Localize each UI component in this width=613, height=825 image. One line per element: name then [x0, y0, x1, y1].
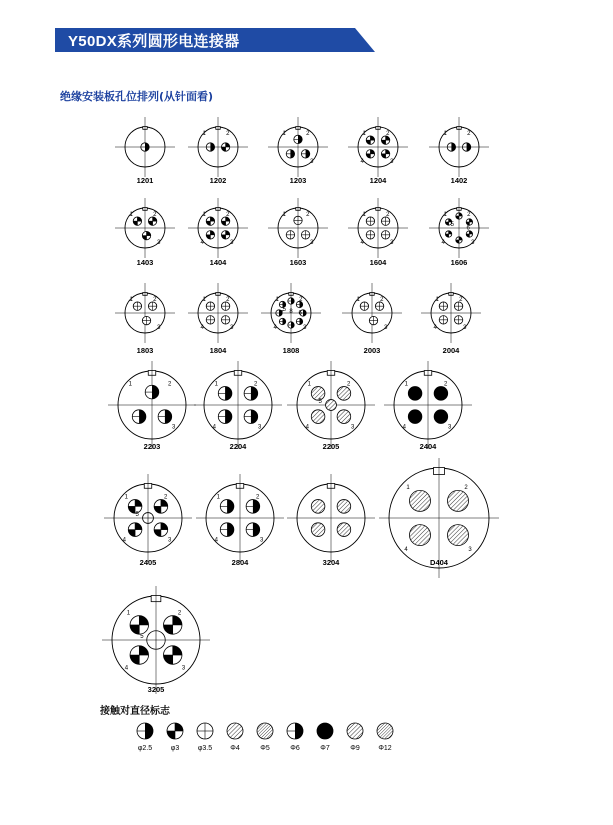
- layout-2003: [342, 283, 402, 355]
- pin-1: [294, 135, 302, 143]
- layout-1204: [348, 117, 408, 185]
- pin-4: [296, 318, 302, 324]
- legend-symbol: [137, 723, 153, 739]
- pin-label: 4: [124, 665, 129, 672]
- pin-2: [154, 500, 168, 514]
- pin-1: [311, 500, 325, 514]
- diameter-legend: [137, 723, 393, 752]
- pin-3: [220, 523, 234, 537]
- legend-symbol: [317, 723, 333, 739]
- pin-label: 1: [362, 131, 366, 138]
- pin-label: 3: [463, 324, 467, 331]
- layout-1203: [268, 117, 328, 185]
- pin-label: 1: [443, 131, 447, 138]
- page-title: Y50DX系列圆形电连接器: [68, 33, 240, 50]
- pin-label: 4: [433, 324, 437, 331]
- pin-3: [311, 410, 325, 424]
- pin-label: 2: [226, 297, 230, 304]
- pin-2: [148, 217, 156, 225]
- pin-label: 2: [164, 494, 168, 501]
- pin-2: [221, 217, 229, 225]
- legend-label: Φ4: [230, 745, 240, 752]
- pin-3: [128, 523, 142, 537]
- legend-symbol: [197, 723, 213, 739]
- layout-3204: [287, 474, 375, 567]
- pin-4: [221, 231, 229, 239]
- pin-3: [439, 316, 447, 324]
- pin-label: 5: [318, 399, 322, 405]
- layout-code: 1201: [136, 176, 154, 185]
- legend-label: φ2.5: [137, 745, 153, 752]
- pin-label: 4: [441, 239, 445, 246]
- layout-1402: [429, 117, 489, 185]
- pin-label: 2: [153, 297, 157, 304]
- pin-label: 5: [140, 634, 144, 640]
- layout-1603: [268, 198, 328, 267]
- layout-code: 1202: [209, 176, 227, 185]
- layout-1604: [348, 198, 408, 267]
- pin-1: [294, 216, 302, 224]
- pin-1: [456, 213, 462, 219]
- layout-3205: [102, 586, 210, 694]
- legend-label: Φ12: [378, 745, 392, 752]
- pin-label: 2: [256, 494, 260, 501]
- legend-label: φ3.5: [197, 745, 213, 752]
- pin-2: [163, 616, 181, 634]
- pin-1: [366, 217, 374, 225]
- legend-symbol: [287, 723, 303, 739]
- pin-1: [220, 500, 234, 514]
- layout-code: 1403: [136, 258, 154, 267]
- pin-3: [218, 410, 232, 424]
- pin-label: 1: [124, 494, 128, 501]
- pin-3: [142, 316, 150, 324]
- pin-1: [410, 490, 431, 511]
- pin-4: [434, 410, 448, 424]
- layout-1404: [188, 198, 248, 267]
- layout-1606: [429, 198, 489, 267]
- pin-3: [366, 231, 374, 239]
- pin-label: 1: [129, 212, 133, 219]
- layout-code: 1803: [136, 346, 154, 355]
- layout-code: 1402: [450, 176, 468, 185]
- pin-label: 2: [444, 381, 448, 388]
- pin-label: 3: [390, 158, 394, 165]
- layout-code: 3204: [322, 558, 340, 567]
- legend-label: Φ5: [260, 745, 270, 752]
- pin-label: 3: [448, 424, 452, 431]
- legend-label: φ3: [170, 745, 180, 752]
- pin-label: 1: [202, 297, 206, 304]
- layout-code: 2203: [143, 442, 161, 451]
- pin-label: 3: [310, 239, 314, 246]
- pin-label: 3: [230, 324, 234, 331]
- pin-label: 3: [172, 424, 176, 431]
- pin-3: [206, 316, 214, 324]
- pin-label: 3: [168, 537, 172, 544]
- legend-symbol: [227, 723, 243, 739]
- pin-1: [206, 143, 214, 151]
- pin-label: 5: [282, 307, 286, 313]
- layout-D404: [379, 458, 499, 578]
- pin-5: [288, 322, 294, 328]
- pin-label: 8: [289, 309, 293, 315]
- pin-4: [154, 523, 168, 537]
- pin-1: [133, 302, 141, 310]
- pin-label: 2: [459, 297, 463, 304]
- pin-4: [337, 410, 351, 424]
- pin-4: [454, 316, 462, 324]
- pin-2: [337, 387, 351, 401]
- pin-4: [221, 316, 229, 324]
- pin-6: [279, 318, 285, 324]
- pin-label: 2: [226, 212, 230, 219]
- pin-4: [381, 231, 389, 239]
- pin-label: 1: [362, 212, 366, 219]
- layout-2205: [287, 361, 375, 451]
- pin-label: 2: [380, 297, 384, 304]
- pin-2: [454, 302, 462, 310]
- pin-label: 2: [306, 131, 310, 138]
- pin-label: 1: [126, 610, 131, 617]
- pin-label: 1: [406, 485, 410, 491]
- pin-3: [311, 523, 325, 537]
- pin-label: 3: [157, 324, 161, 331]
- pin-label: 3: [351, 424, 355, 431]
- pin-label: 4: [402, 424, 406, 431]
- pin-label: 7: [280, 310, 284, 317]
- pin-label: 2: [168, 381, 172, 388]
- pin-4: [448, 525, 469, 546]
- layout-code: 2205: [322, 442, 340, 451]
- layout-code: 1603: [289, 258, 307, 267]
- pin-label: 3: [471, 239, 475, 246]
- pin-2: [246, 500, 260, 514]
- layout-2004: [421, 283, 481, 355]
- pin-label: 1: [202, 131, 206, 138]
- layout-2804: [196, 474, 284, 567]
- pin-4: [246, 523, 260, 537]
- pin-label: 1: [216, 494, 220, 501]
- pin-label: 6: [466, 225, 470, 232]
- pin-label: 2: [347, 381, 351, 388]
- layout-1202: [188, 117, 248, 185]
- pin-3: [410, 525, 431, 546]
- pin-label: 1: [282, 131, 286, 138]
- pin-label: 3: [181, 665, 186, 672]
- layout-2204: [194, 361, 282, 451]
- pin-4: [163, 646, 181, 664]
- pin-label: 3: [310, 158, 314, 165]
- pin-3: [130, 646, 148, 664]
- pin-2: [466, 219, 472, 225]
- pin-label: 3: [258, 424, 262, 431]
- layout-1808: [261, 283, 321, 355]
- pin-3: [466, 231, 472, 237]
- pin-2: [221, 302, 229, 310]
- pin-label: 3: [384, 324, 388, 331]
- pin-3: [206, 231, 214, 239]
- pin-label: 2: [467, 212, 471, 219]
- layout-code: 2404: [419, 442, 437, 451]
- pin-label: 1: [202, 212, 206, 219]
- legend-title: 接触对直径标志: [100, 706, 170, 717]
- pin-1: [288, 298, 294, 304]
- pin-1: [218, 387, 232, 401]
- layout-code: 1808: [282, 346, 300, 355]
- layout-1803: [115, 283, 175, 355]
- pin-1: [145, 385, 159, 399]
- pin-label: 3: [303, 324, 307, 331]
- pin-3: [301, 231, 309, 239]
- layout-code: 1204: [369, 176, 387, 185]
- layout-code: D404: [430, 558, 448, 567]
- layout-1201: [115, 117, 175, 185]
- layout-1403: [115, 198, 175, 267]
- pin-label: 4: [404, 547, 408, 553]
- pin-label: 2: [226, 131, 230, 138]
- layout-code: 3205: [147, 685, 165, 694]
- pin-label: 6: [298, 310, 302, 317]
- pin-5: [445, 231, 451, 237]
- layout-1804: [188, 283, 248, 355]
- pin-label: 1: [128, 381, 132, 388]
- pin-4: [456, 237, 462, 243]
- pin-label: 3: [230, 239, 234, 246]
- pin-1: [447, 143, 455, 151]
- pin-label: 2: [153, 212, 157, 219]
- pin-label: 1: [443, 212, 447, 219]
- pin-3: [158, 410, 172, 424]
- legend-label: Φ9: [350, 745, 360, 752]
- pin-4: [337, 523, 351, 537]
- pin-2: [434, 387, 448, 401]
- legend-label: Φ7: [320, 745, 330, 752]
- pin-label: 1: [275, 297, 279, 304]
- pin-label: 1: [307, 381, 311, 388]
- layout-code: 1203: [289, 176, 307, 185]
- pin-4: [381, 150, 389, 158]
- layout-2203: [108, 361, 196, 451]
- pin-2: [244, 387, 258, 401]
- layout-code: 1606: [450, 258, 468, 267]
- pin-1: [130, 616, 148, 634]
- pin-label: 1: [356, 297, 360, 304]
- pin-label: 3: [157, 239, 161, 246]
- pin-2: [375, 302, 383, 310]
- pin-2: [286, 231, 294, 239]
- pin-label: 4: [360, 239, 364, 246]
- pin-3: [142, 231, 150, 239]
- legend-symbol: [257, 723, 273, 739]
- pin-label: 2: [306, 212, 310, 219]
- pin-2: [337, 500, 351, 514]
- pin-label: 4: [273, 324, 277, 331]
- pin-4: [244, 410, 258, 424]
- legend-symbol: [347, 723, 363, 739]
- pin-1: [133, 217, 141, 225]
- pin-label: 4: [122, 537, 126, 544]
- pin-label: 1: [129, 297, 133, 304]
- legend-symbol: [377, 723, 393, 739]
- pin-5: [326, 400, 337, 411]
- pin-3: [369, 316, 377, 324]
- pin-label: 3: [468, 547, 472, 553]
- pin-5: [147, 631, 165, 649]
- pin-label: 2: [467, 131, 471, 138]
- layout-2404: [384, 361, 472, 451]
- pin-label: 3: [260, 537, 264, 544]
- pin-1: [141, 143, 149, 151]
- pin-label: 2: [177, 610, 182, 617]
- pin-label: 1: [435, 297, 439, 304]
- pin-label: 1: [282, 212, 286, 219]
- pin-2: [381, 217, 389, 225]
- pin-label: 2: [464, 485, 468, 491]
- layout-code: 2804: [231, 558, 249, 567]
- pin-1: [206, 302, 214, 310]
- pin-label: 2: [299, 297, 303, 304]
- pin-1: [408, 387, 422, 401]
- pin-label: 2: [254, 381, 258, 388]
- layout-code: 2405: [139, 558, 157, 567]
- layout-code: 2204: [229, 442, 247, 451]
- pin-label: 4: [200, 324, 204, 331]
- pin-label: 4: [214, 537, 218, 544]
- pin-2: [381, 136, 389, 144]
- pin-2: [132, 410, 146, 424]
- pin-3: [301, 150, 309, 158]
- layout-code: 1404: [209, 258, 227, 267]
- layout-code: 2004: [442, 346, 460, 355]
- pin-1: [206, 217, 214, 225]
- legend-symbol: [167, 723, 183, 739]
- section-title: 绝缘安装板孔位排列(从针面看): [60, 90, 214, 103]
- pin-2: [286, 150, 294, 158]
- pin-label: 5: [135, 512, 139, 518]
- pin-label: 4: [305, 424, 309, 431]
- layout-code: 1804: [209, 346, 227, 355]
- pin-label: 4: [212, 424, 216, 431]
- legend-label: Φ6: [290, 745, 300, 752]
- pin-label: 3: [390, 239, 394, 246]
- pin-2: [448, 490, 469, 511]
- pin-1: [439, 302, 447, 310]
- pin-label: 5: [450, 222, 454, 228]
- pin-label: 1: [214, 381, 218, 388]
- pin-2: [221, 143, 229, 151]
- layout-code: 1604: [369, 258, 387, 267]
- pin-3: [408, 410, 422, 424]
- pin-label: 2: [386, 212, 390, 219]
- pin-5: [143, 513, 154, 524]
- pin-1: [360, 302, 368, 310]
- layout-2405: [104, 474, 192, 567]
- pin-2: [148, 302, 156, 310]
- pin-1: [366, 136, 374, 144]
- pin-3: [366, 150, 374, 158]
- pin-label: 4: [360, 158, 364, 165]
- layout-code: 2003: [363, 346, 381, 355]
- pin-label: 4: [200, 239, 204, 246]
- pin-label: 2: [386, 131, 390, 138]
- pin-2: [462, 143, 470, 151]
- pin-label: 1: [404, 381, 408, 388]
